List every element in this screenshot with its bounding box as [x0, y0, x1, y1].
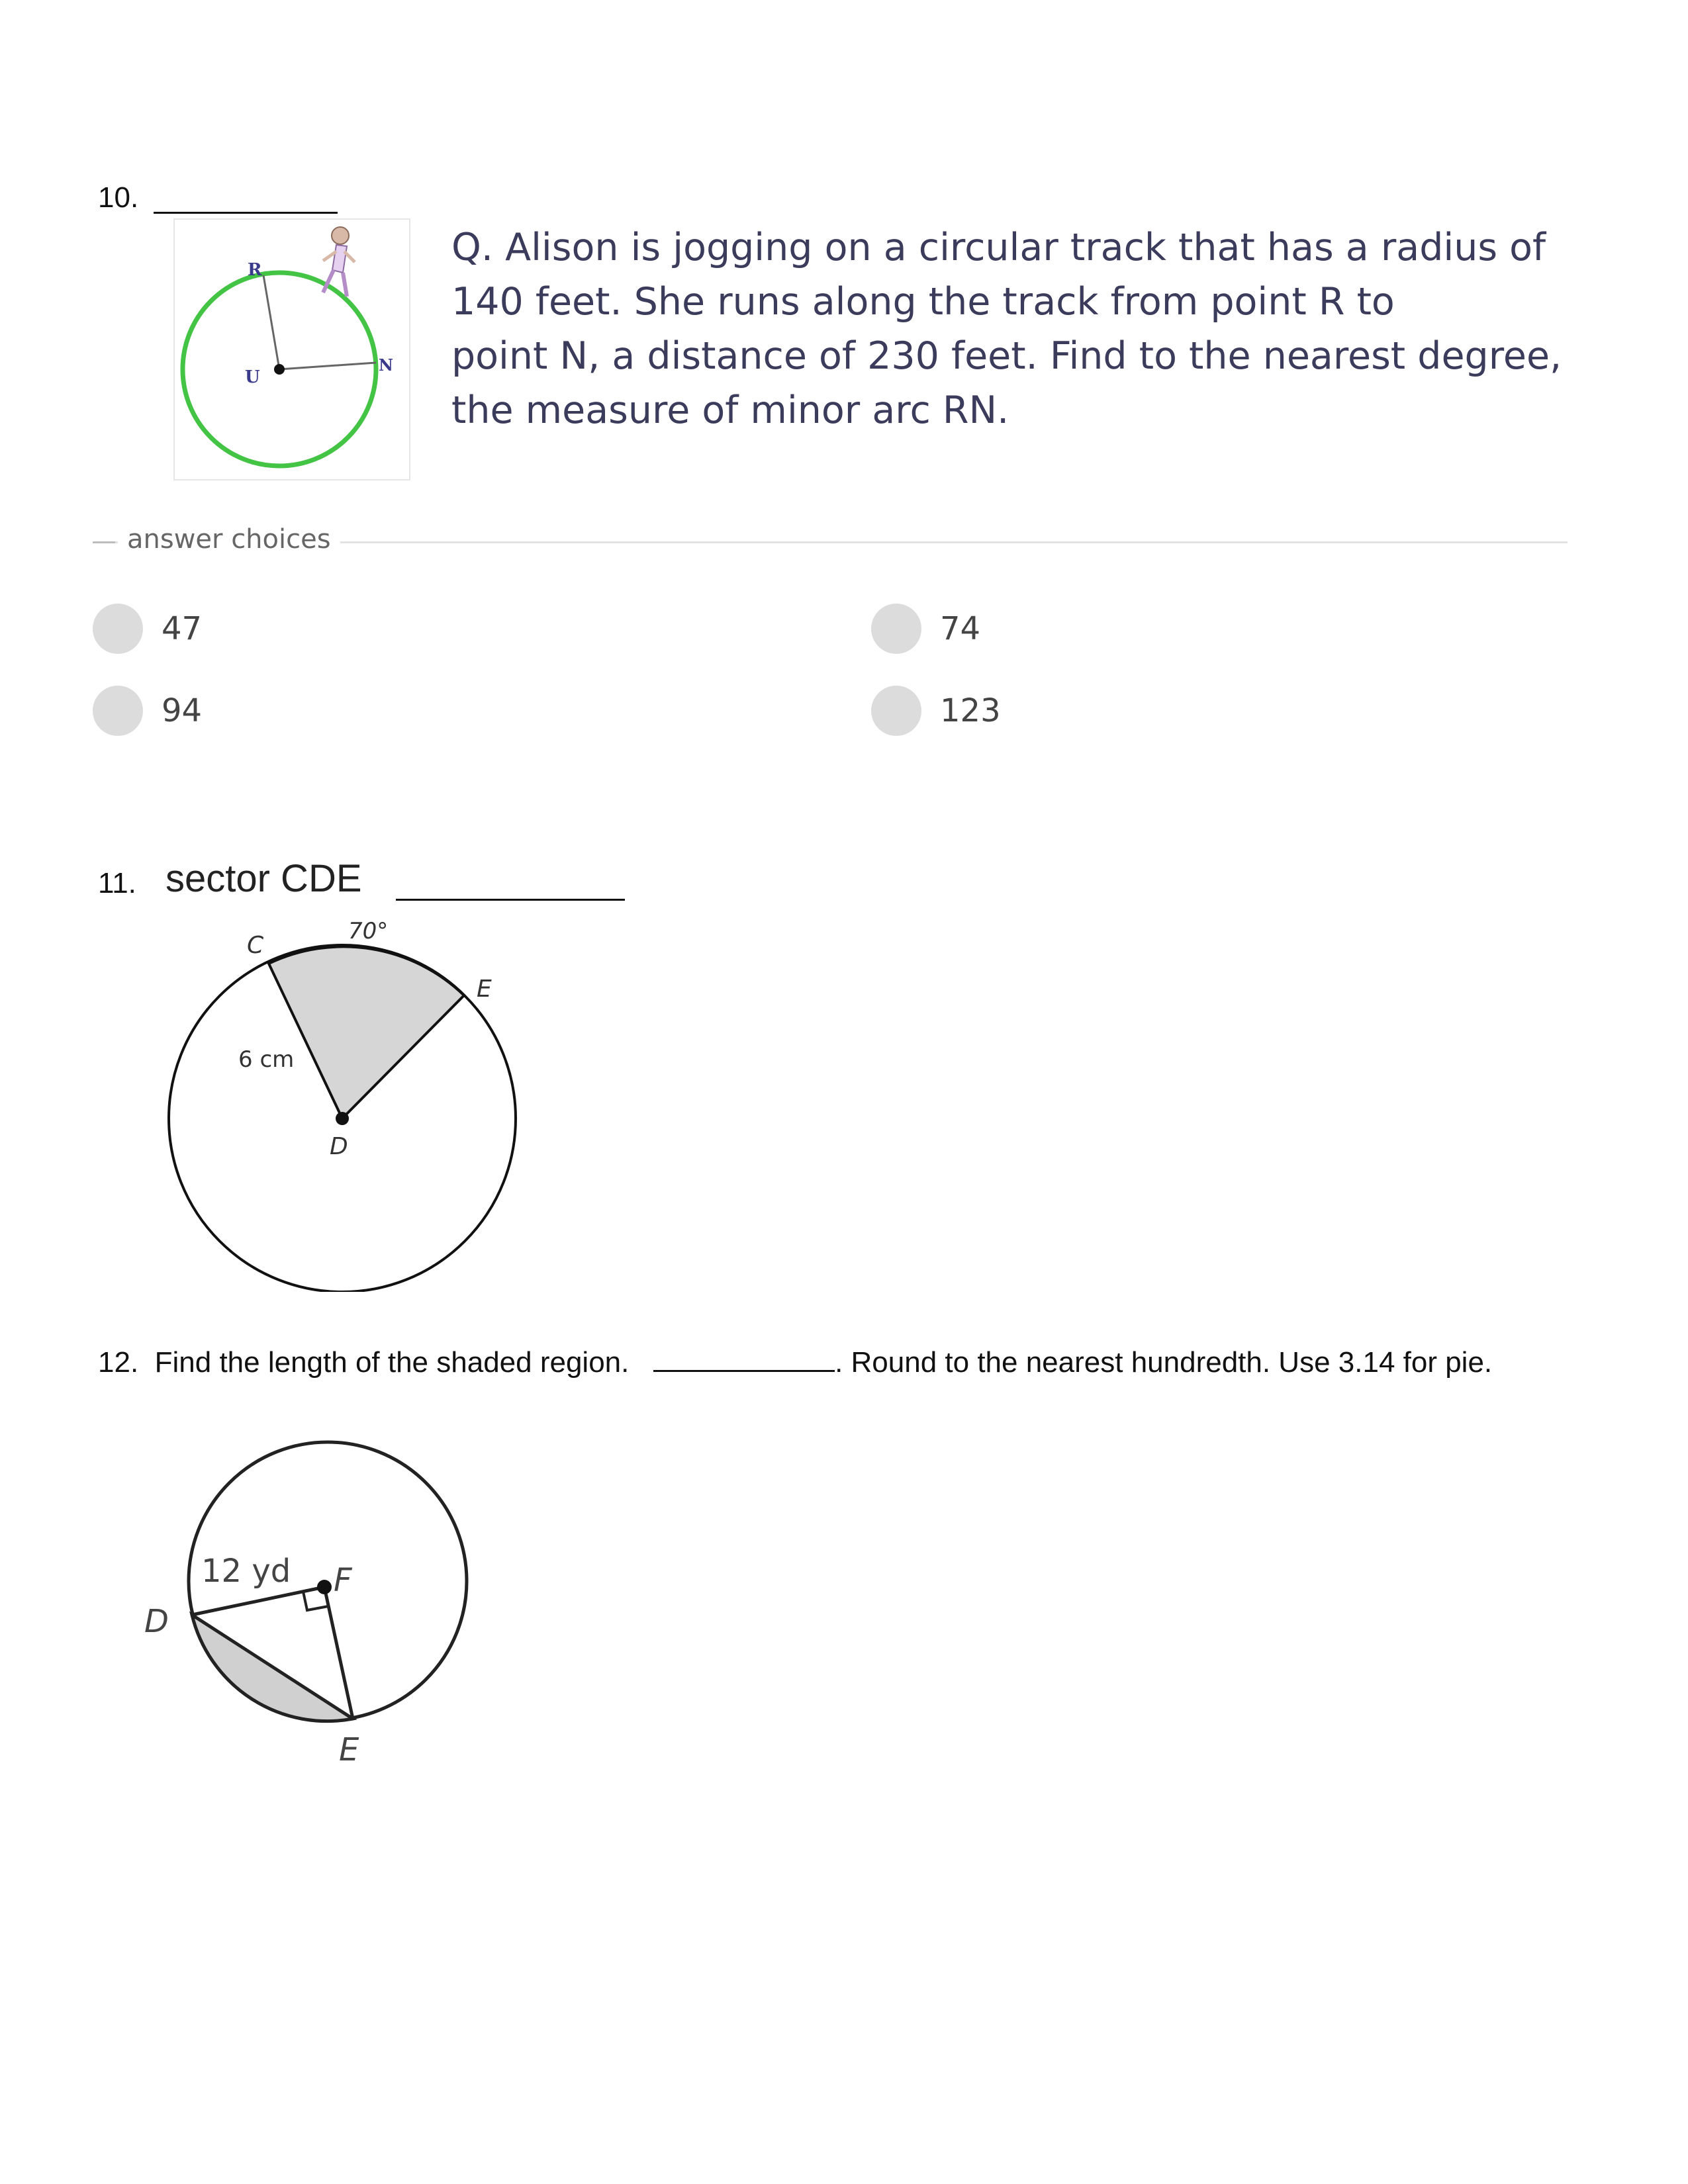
label-d: D	[330, 1133, 348, 1160]
label-angle: 70°	[348, 918, 389, 944]
choice-text: 94	[162, 692, 203, 729]
label-d: D	[144, 1603, 169, 1640]
center-point-f	[317, 1580, 332, 1594]
label-e: E	[339, 1731, 359, 1768]
q10-question-line: point N, a distance of 230 feet. Find to the nearest degree,	[451, 334, 1562, 378]
divider-lead	[93, 541, 115, 543]
q11-number: 11.	[98, 867, 136, 899]
q10-track-figure	[173, 218, 412, 482]
label-n: N	[379, 355, 393, 375]
label-c: C	[247, 932, 264, 959]
q11-answer-blank[interactable]	[396, 899, 625, 901]
answer-choice[interactable]	[871, 604, 980, 654]
q12-segment-figure	[138, 1430, 482, 1787]
q10-answer-blank[interactable]	[154, 212, 338, 214]
label-r: R	[248, 260, 262, 280]
answer-choice[interactable]	[871, 686, 1001, 736]
q11-sector-figure	[159, 908, 530, 1292]
radio-button[interactable]	[93, 604, 143, 654]
q10-number: 10.	[98, 181, 139, 214]
q12-prompt: Find the length of the shaded region.	[154, 1346, 630, 1379]
answer-choice[interactable]	[93, 604, 202, 654]
label-u: U	[245, 367, 260, 387]
choice-text: 123	[940, 692, 1001, 729]
label-radius: 12 yd	[201, 1553, 291, 1590]
label-radius: 6 cm	[238, 1046, 295, 1073]
radio-button[interactable]	[93, 686, 143, 736]
q12-suffix: . Round to the nearest hundredth. Use 3.14 for pie.	[835, 1346, 1493, 1379]
q10-question-line: the measure of minor arc RN.	[451, 388, 1009, 432]
q12-answer-blank[interactable]	[653, 1370, 835, 1372]
radio-button[interactable]	[871, 686, 921, 736]
q10-question-text	[451, 220, 1577, 437]
center-point-d	[336, 1112, 349, 1125]
label-e: E	[477, 976, 492, 1003]
center-point-u	[274, 364, 285, 375]
choice-text: 74	[940, 610, 981, 647]
q12-line	[98, 1346, 1492, 1379]
choice-text: 47	[162, 610, 203, 647]
q10-question-line: Q. Alison is jogging on a circular track that has a radius of	[451, 226, 1546, 269]
q11-title: sector CDE	[165, 857, 362, 900]
radio-button[interactable]	[871, 604, 921, 654]
q12-number: 12.	[98, 1346, 139, 1379]
label-f: F	[334, 1562, 352, 1599]
q10-question-line: 140 feet. She runs along the track from point R to	[451, 280, 1395, 324]
answer-choice[interactable]	[93, 686, 202, 736]
answer-choices-label: answer choices	[118, 524, 340, 555]
